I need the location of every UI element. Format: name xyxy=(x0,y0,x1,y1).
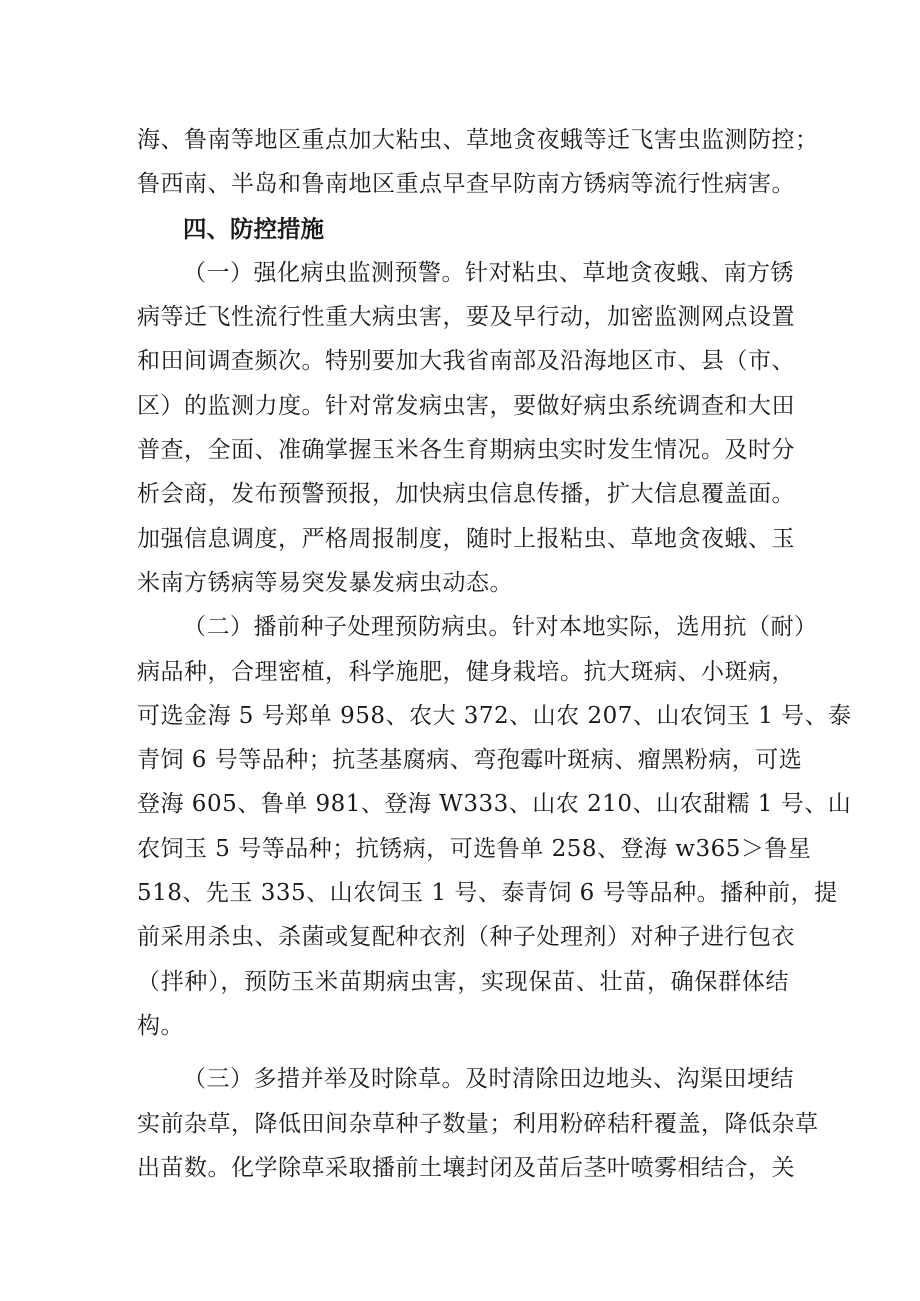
text-line: 海、鲁南等地区重点加大粘虫、草地贪夜蛾等迁飞害虫监测防控； xyxy=(137,127,819,153)
paragraph-weeding xyxy=(137,1057,819,1190)
paragraph-spacer xyxy=(137,1048,789,1057)
text-line: 加强信息调度，严格周报制度，随时上报粘虫、草地贪夜蛾、玉 xyxy=(137,525,795,552)
text-line: 实前杂草，降低田间杂草种子数量；利用粉碎秸秆覆盖，降低杂草 xyxy=(137,1110,819,1137)
text-line: 农饲玉 5 号等品种；抗锈病，可选鲁单 258、登海 w365＞鲁星 xyxy=(137,835,812,862)
section-heading: 四、防控措施 xyxy=(183,214,324,243)
text-line: 普查，全面、准确掌握玉米各生育期病虫实时发生情况。及时分 xyxy=(137,437,795,464)
text-line: 米南方锈病等易突发暴发病虫动态。 xyxy=(137,569,513,596)
paragraph-monitoring xyxy=(137,251,795,605)
text-line: 和田间调查频次。特别要加大我省南部及沿海地区市、县（市、 xyxy=(137,348,795,375)
text-line: （拌种），预防玉米苗期病虫害，实现保苗、壮苗，确保群体结 xyxy=(137,968,789,995)
text-line: 构。 xyxy=(137,1012,184,1039)
text-line: 青饲 6 号等品种；抗茎基腐病、弯孢霉叶斑病、瘤黑粉病，可选 xyxy=(137,747,803,774)
text-line: 病品种，合理密植，科学施肥，健身栽培。抗大斑病、小斑病， xyxy=(137,658,795,685)
text-line: 518、先玉 335、山农饲玉 1 号、泰青饲 6 号等品种。播种前，提 xyxy=(137,880,838,907)
text-line: 可选金海 5 号郑单 958、农大 372、山农 207、山农饲玉 1 号、泰 xyxy=(137,702,852,729)
text-line: （一）强化病虫监测预警。针对粘虫、草地贪夜蛾、南方锈 xyxy=(183,259,794,286)
text-line: （二）播前种子处理预防病虫。针对本地实际，选用抗（耐） xyxy=(183,614,818,641)
text-line: 病等迁飞性流行性重大病虫害，要及早行动，加密监测网点设置 xyxy=(137,304,795,331)
intro-paragraph xyxy=(137,118,819,207)
text-line: 析会商，发布预警预报，加快病虫信息传播，扩大信息覆盖面。 xyxy=(137,481,795,508)
text-line: 鲁西南、半岛和鲁南地区重点早查早防南方锈病等流行性病害。 xyxy=(137,171,795,198)
text-line: 前采用杀虫、杀菌或复配种衣剂（种子处理剂）对种子进行包衣 xyxy=(137,924,795,951)
document-page xyxy=(137,118,852,1190)
text-line: 出苗数。化学除草采取播前土壤封闭及苗后茎叶喷雾相结合，关 xyxy=(137,1154,795,1181)
text-line: （三）多措并举及时除草。及时清除田边地头、沟渠田埂结 xyxy=(183,1066,794,1093)
text-line: 登海 605、鲁单 981、登海 W333、山农 210、山农甜糯 1 号、山 xyxy=(137,791,852,818)
paragraph-seed-treatment xyxy=(137,605,852,1048)
text-line: 区）的监测力度。针对常发病虫害，要做好病虫系统调查和大田 xyxy=(137,392,795,419)
